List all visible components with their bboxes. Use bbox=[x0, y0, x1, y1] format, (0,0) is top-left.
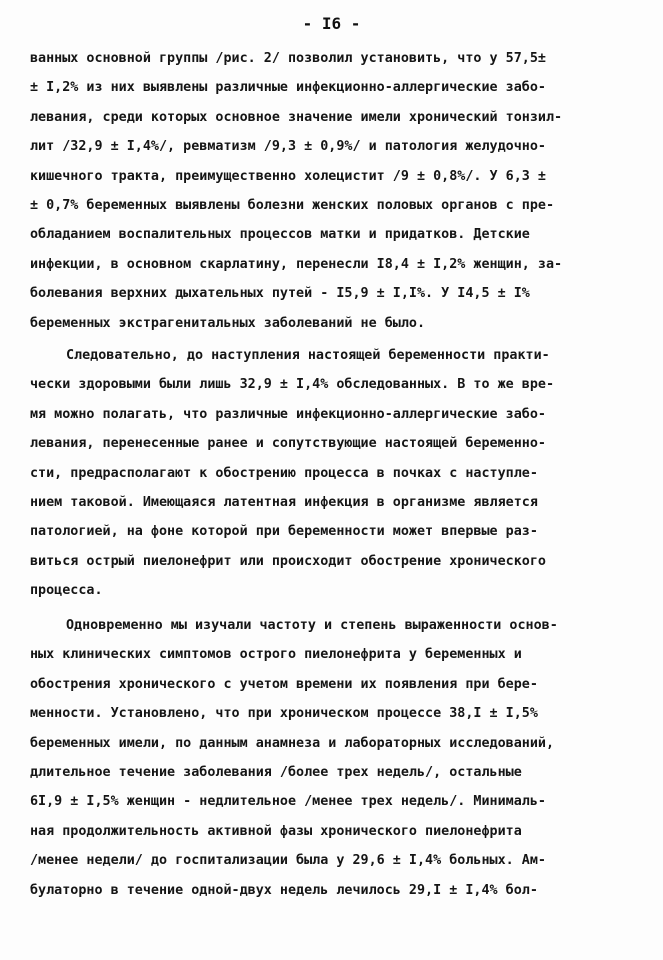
text-line: болевания верхних дыхательных путей - I5,9 ± I,I%. У I4,5 ± I% bbox=[30, 286, 530, 302]
text-line: сти, предрасполагают к обострению процесса в почках с наступле- bbox=[30, 465, 538, 481]
paragraph-3 bbox=[30, 611, 636, 905]
text-line: ванных основной группы /рис. 2/ позволил установить, что у 57,5± bbox=[30, 51, 546, 66]
text-line: нием таковой. Имеющаяся латентная инфекция в организме является bbox=[30, 494, 538, 510]
text-line: длительное течение заболевания /более трех недель/, остальные bbox=[30, 764, 522, 780]
text-line: мя можно полагать, что различные инфекционно-аллергические забо- bbox=[30, 406, 546, 422]
text-line: ± 0,7% беременных выявлены болезни женских половых органов с пре- bbox=[30, 197, 555, 213]
text-line: левания, среди которых основное значение имели хронический тонзил- bbox=[30, 109, 563, 125]
text-line: /менее недели/ до госпитализации была у 29,6 ± I,4% больных. Ам- bbox=[30, 853, 546, 869]
text-line: менности. Установлено, что при хроническом процессе 38,I ± I,5% bbox=[30, 706, 538, 722]
paragraph-1 bbox=[30, 44, 636, 338]
text-line: беременных экстрагенитальных заболеваний не было. bbox=[30, 315, 426, 331]
text-line: обострения хронического с учетом времени их появления при бере- bbox=[30, 676, 538, 692]
paragraph-2 bbox=[30, 341, 636, 606]
text-line: кишечного тракта, преимущественно холецистит /9 ± 0,8%/. У 6,3 ± bbox=[30, 168, 546, 184]
text-line: 6I,9 ± I,5% женщин - недлительное /менее трех недель/. Минималь- bbox=[30, 794, 546, 810]
text-line: ± I,2% из них выявлены различные инфекционно-аллергические забо- bbox=[30, 80, 546, 96]
text-line: Следовательно, до наступления настоящей беременности практи- bbox=[66, 348, 550, 363]
text-line: левания, перенесенные ранее и сопутствующие настоящей беременно- bbox=[30, 436, 546, 452]
text-line: процесса. bbox=[30, 583, 103, 599]
text-line: беременных имели, по данным анамнеза и лабораторных исследований, bbox=[30, 735, 555, 751]
text-line: лит /32,9 ± I,4%/, ревматизм /9,3 ± 0,9%/ и патология желудочно- bbox=[30, 139, 546, 155]
text-line: булаторно в течение одной-двух недель лечилось 29,I ± I,4% бол- bbox=[30, 882, 538, 898]
text-line: ных клинических симптомов острого пиелонефрита у беременных и bbox=[30, 647, 522, 663]
text-line: обладанием воспалительных процессов матки и придатков. Детские bbox=[30, 227, 530, 243]
text-line: ная продолжительность активной фазы хронического пиелонефрита bbox=[30, 823, 522, 839]
text-line: виться острый пиелонефрит или происходит обострение хронического bbox=[30, 553, 546, 569]
text-line: Одновременно мы изучали частоту и степень выраженности основ- bbox=[66, 618, 558, 633]
text-line: чески здоровыми были лишь 32,9 ± I,4% обследованных. В то же вре- bbox=[30, 377, 555, 393]
text-line: патологией, на фоне которой при беременности может впервые раз- bbox=[30, 524, 538, 540]
page-number: - I6 - bbox=[302, 14, 361, 33]
text-line: инфекции, в основном скарлатину, перенесли I8,4 ± I,2% женщин, за- bbox=[30, 256, 563, 272]
